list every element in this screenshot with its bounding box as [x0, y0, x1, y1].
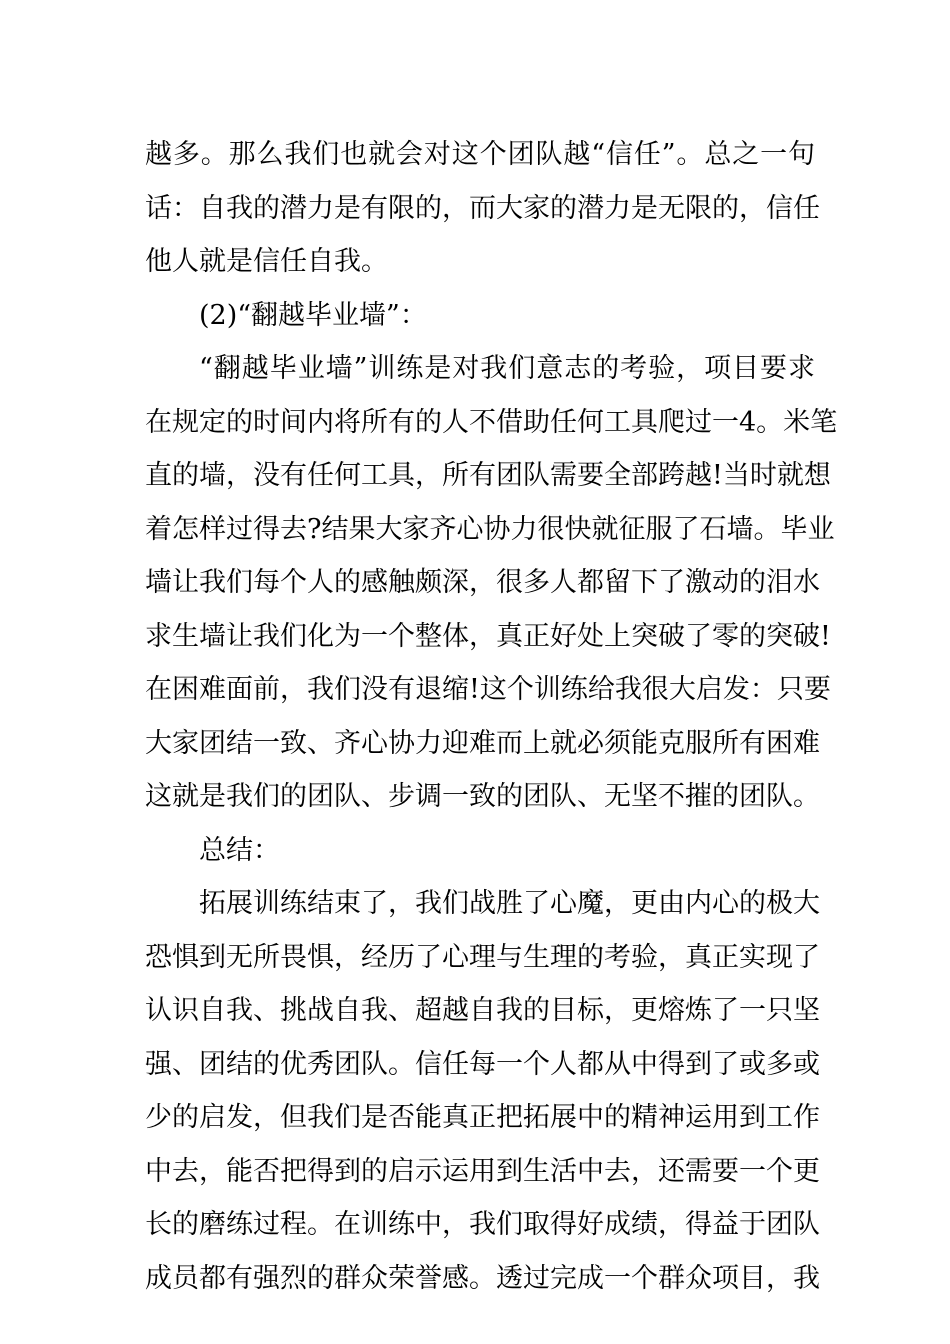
text-line: 这就是我们的团队、步调一致的团队、无坚不摧的团队。 — [145, 781, 820, 812]
text-line: 长的磨练过程。在训练中，我们取得好成绩，得益于团队 — [145, 1209, 820, 1240]
text-line: 直的墙，没有任何工具，所有团队需要全部跨越!当时就想 — [145, 460, 831, 491]
text-line: 求生墙让我们化为一个整体，真正好处上突破了零的突破! — [145, 620, 831, 652]
text-line: 越多。那么我们也就会对这个团队越“信任”。总之一句 — [145, 139, 815, 170]
text-line: 少的启发，但我们是否能真正把拓展中的精神运用到工作 — [145, 1102, 820, 1133]
text-line: 墙让我们每个人的感触颇深，很多人都留下了激动的泪水 — [145, 567, 820, 598]
text-line: 恐惧到无所畏惧，经历了心理与生理的考验，真正实现了 — [145, 941, 820, 973]
text-line: 着怎样过得去?结果大家齐心协力很快就征服了石墙。毕业 — [145, 513, 835, 545]
document-body — [145, 128, 838, 1305]
text-line: 成员都有强烈的群众荣誉感。透过完成一个群众项目，我 — [145, 1262, 820, 1294]
text-line: 他人就是信任自我。 — [145, 246, 388, 277]
section-heading: 总结： — [199, 834, 280, 866]
text-line: 大家团结一致、齐心协力迎难而上就必须能克服所有困难 — [145, 727, 820, 759]
section-heading: (2)“翻越毕业墙”： — [199, 299, 427, 331]
text-line: 话：自我的潜力是有限的，而大家的潜力是无限的，信任 — [145, 192, 820, 224]
text-line: 在困难面前，我们没有退缩!这个训练给我很大启发：只要 — [145, 674, 831, 705]
text-line: 拓展训练结束了，我们战胜了心魔，更由内心的极大 — [199, 888, 820, 919]
text-line: 中去，能否把得到的启示运用到生活中去，还需要一个更 — [145, 1155, 820, 1187]
text-line: 在规定的时间内将所有的人不借助任何工具爬过一4。米笔 — [145, 406, 838, 438]
text-line: 认识自我、挑战自我、超越自我的目标，更熔炼了一只坚 — [145, 995, 820, 1026]
text-line: “翻越毕业墙”训练是对我们意志的考验，项目要求 — [199, 353, 815, 384]
text-line: 强、团结的优秀团队。信任每一个人都从中得到了或多或 — [145, 1048, 820, 1080]
